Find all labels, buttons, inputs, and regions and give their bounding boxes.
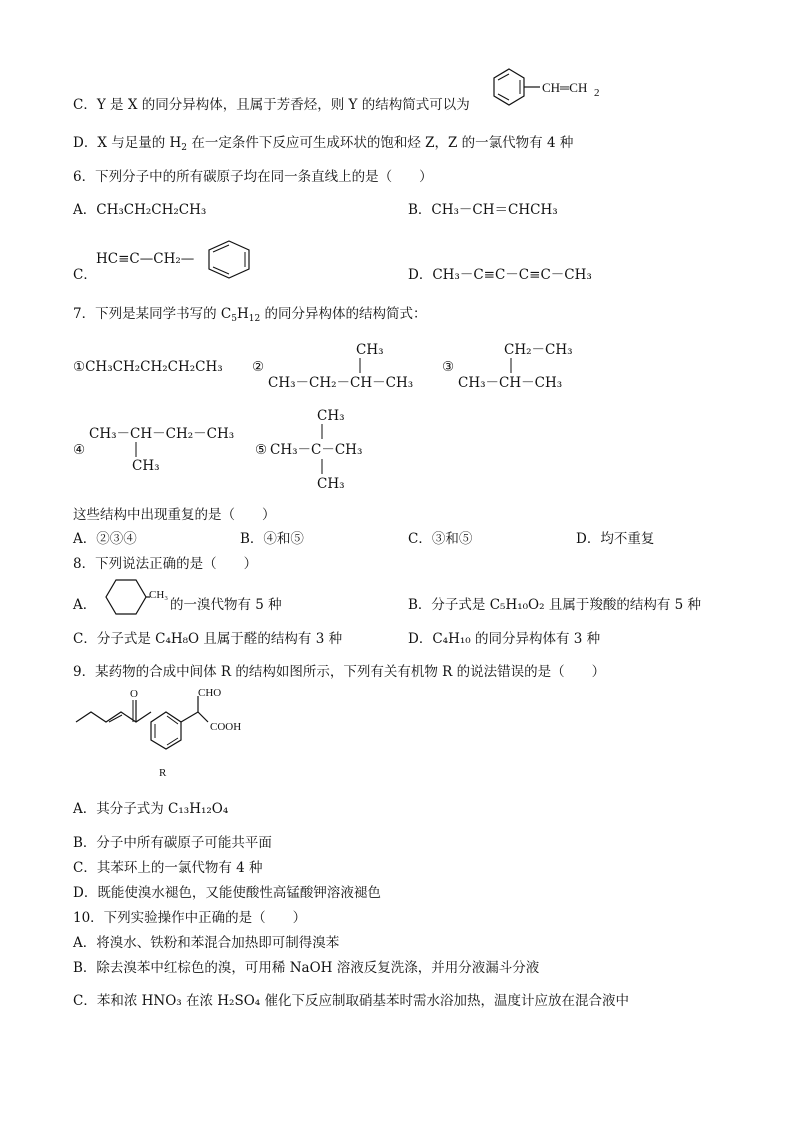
q7-question: 这些结构中出现重复的是（ ） [73, 507, 276, 523]
q7-stem [73, 305, 426, 323]
q6-option-c-label: C． [73, 267, 97, 283]
q9-stem: 9．某药物的合成中间体 R 的结构如图所示，下列有关有机物 R 的说法错误的是（ ） [73, 664, 606, 680]
styrene-label: CH═CH [542, 80, 588, 95]
q8-option-b: B．分子式是 C₅H₁₀O₂ 且属于羧酸的结构有 5 种 [408, 597, 701, 613]
q7-structure-4-num: ④ [73, 442, 86, 458]
q5-d-pre: D．X 与足量的 H [73, 135, 182, 151]
q7-structure-5-num: ⑤ [255, 442, 268, 458]
q7-stem-sub1: 5 [231, 314, 237, 324]
q7-structure-4-main: CH₃－CH－CH₂－CH₃ [89, 426, 235, 442]
q6-option-c-struct: HC≡C—CH₂— [96, 251, 195, 267]
q7-structure-3-main: CH₃－CH－CH₃ [458, 375, 563, 391]
q7-structure-5-top: CH₃ [317, 408, 345, 424]
compound-r-structure [70, 686, 270, 782]
styrene-structure [482, 66, 612, 116]
q7-option-d: D．均不重复 [576, 531, 655, 547]
q6-stem: 6．下列分子中的所有碳原子均在同一条直线上的是（ ） [73, 169, 433, 185]
methyl-label: CH₃ [149, 589, 169, 601]
q5-option-c-text: C．Y 是 X 的同分异构体，且属于芳香烃，则 Y 的结构简式可以为 [73, 97, 470, 113]
q6-option-a: A．CH₃CH₂CH₂CH₃ [73, 202, 207, 218]
q8-stem: 8．下列说法正确的是（ ） [73, 556, 258, 572]
q7-structure-3-top: CH₂－CH₃ [504, 342, 573, 358]
q5-d-post: 在一定条件下反应可生成环状的饱和烃 Z，Z 的一氯代物有 4 种 [187, 135, 574, 151]
q8-option-c: C．分子式是 C₄H₈O 且属于醛的结构有 3 种 [73, 631, 343, 647]
q7-s2-bond [358, 358, 362, 374]
q8-option-d: D．C₄H₁₀ 的同分异构体有 3 种 [408, 631, 601, 647]
q7-stem-sub2: 12 [248, 314, 261, 324]
q5-option-d [73, 134, 573, 152]
q9-option-b: B．分子中所有碳原子可能共平面 [73, 835, 272, 851]
q7-structure-1: ①CH₃CH₂CH₂CH₂CH₃ [73, 359, 223, 375]
q7-structure-2-num: ② [252, 359, 265, 375]
q8-option-a-label: A． [73, 597, 97, 613]
q7-structure-4-bottom: CH₃ [132, 458, 160, 474]
q10-option-b: B．除去溴苯中红棕色的溴，可用稀 NaOH 溶液反复洗涤，并用分液漏斗分液 [73, 960, 540, 976]
q7-structure-2-main: CH₃－CH₂－CH－CH₃ [268, 375, 414, 391]
cho-label: CHO [198, 687, 222, 699]
q9-option-a: A．其分子式为 C₁₃H₁₂O₄ [73, 801, 229, 817]
q8-option-a-text: 的一溴代物有 5 种 [170, 597, 282, 613]
q7-stem-post: 的同分异构体的结构简式： [260, 306, 427, 322]
ketone-o-label: O [130, 688, 138, 700]
q10-option-c: C．苯和浓 HNO₃ 在浓 H₂SO₄ 催化下反应制取硝基苯时需水浴加热，温度计应放在混合液中 [73, 993, 629, 1009]
q7-option-b: B．④和⑤ [240, 531, 304, 547]
q10-stem: 10．下列实验操作中正确的是（ ） [73, 910, 307, 926]
q7-structure-3-num: ③ [442, 359, 455, 375]
r-label: R [159, 767, 167, 779]
methylcyclohexane-structure [96, 576, 176, 620]
q7-s3-bond [509, 358, 513, 374]
cooh-label: COOH [210, 721, 242, 733]
styrene-sub: 2 [594, 87, 600, 99]
q7-stem-pre: 7．下列是某同学书写的 C [73, 306, 232, 322]
q7-structure-5-main: CH₃－C－CH₃ [270, 442, 363, 458]
q7-option-c: C．③和⑤ [408, 531, 473, 547]
q7-s4-bond [134, 442, 138, 458]
q9-option-c: C．其苯环上的一氯代物有 4 种 [73, 860, 263, 876]
q7-option-a: A．②③④ [73, 531, 137, 547]
q7-stem-mid: H [236, 306, 249, 322]
q6-option-b: B．CH₃－CH＝CHCH₃ [408, 202, 558, 218]
q6-option-d: D．CH₃－C≡C－C≡C－CH₃ [408, 267, 592, 283]
q7-structure-5-bottom: CH₃ [317, 476, 345, 492]
q10-option-a: A．将溴水、铁粉和苯混合加热即可制得溴苯 [73, 935, 340, 951]
q9-option-d: D．既能使溴水褪色，又能使酸性高锰酸钾溶液褪色 [73, 885, 381, 901]
q7-structure-2-top: CH₃ [356, 342, 384, 358]
q5-d-sub: 2 [181, 143, 188, 153]
benzene-ring [203, 240, 255, 280]
